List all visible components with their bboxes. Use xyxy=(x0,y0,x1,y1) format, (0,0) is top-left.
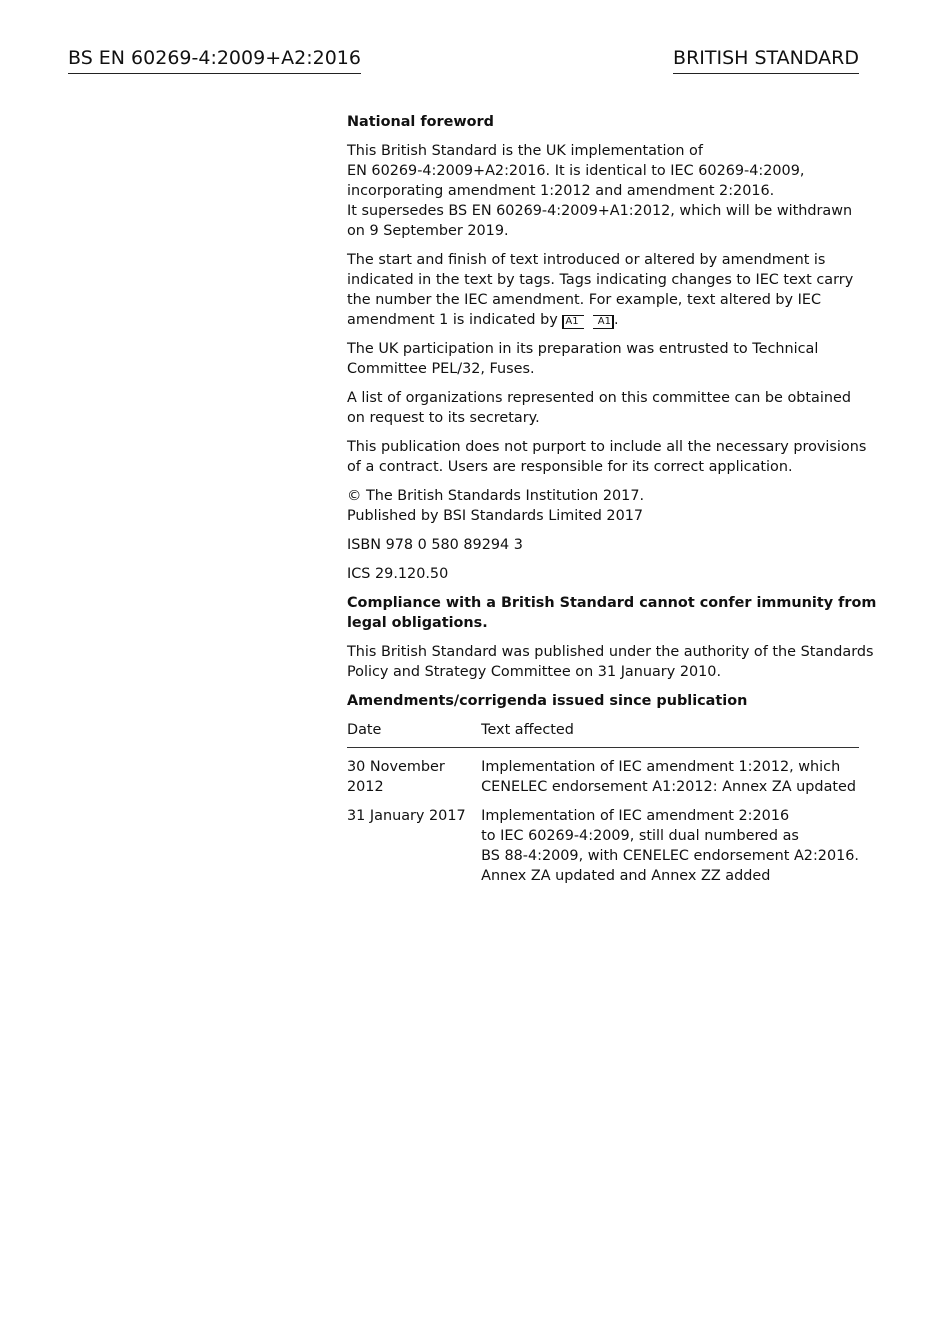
text-line: on 9 September 2019. xyxy=(347,223,509,239)
text-line: Committee PEL/32, Fuses. xyxy=(347,361,535,377)
copyright-notice xyxy=(347,486,859,526)
text-line: © The British Standards Institution 2017. xyxy=(347,488,645,504)
text-line: of a contract. Users are responsible for its correct application. xyxy=(347,459,793,475)
tag-sentence-end: . xyxy=(613,312,619,328)
text-line: legal obligations. xyxy=(347,615,488,631)
header-series-title: BRITISH STANDARD xyxy=(673,45,859,74)
table-row xyxy=(347,797,859,886)
publication-authority xyxy=(347,642,874,682)
text-line: The start and finish of text introduced or altered by amendment is xyxy=(347,252,826,268)
foreword-title: National foreword xyxy=(347,114,494,130)
text-line: EN 60269-4:2009+A2:2016. It is identical to IEC 60269-4:2009, xyxy=(347,163,805,179)
amendment-date: 31 January 2017 xyxy=(347,808,466,824)
text-line: Implementation of IEC amendment 2:2016 xyxy=(481,808,790,824)
foreword-paragraph-implementation xyxy=(347,141,859,241)
amendment-date: 30 November 2012 xyxy=(347,759,445,795)
text-line: on request to its secretary. xyxy=(347,410,540,426)
text-line: This British Standard is the UK implementation of xyxy=(347,143,703,159)
foreword-paragraph-committee-list xyxy=(347,388,859,428)
tag-intro-text: amendment 1 is indicated by xyxy=(347,312,558,328)
national-foreword xyxy=(347,112,877,886)
text-line: Annex ZA updated and Annex ZZ added xyxy=(481,868,771,884)
text-line: Policy and Strategy Committee on 31 January 2010. xyxy=(347,664,722,680)
column-header-date: Date xyxy=(347,720,481,748)
text-line: A list of organizations represented on this committee can be obtained xyxy=(347,390,851,406)
isbn: ISBN 978 0 580 89294 3 xyxy=(347,537,523,553)
text-line: Implementation of IEC amendment 1:2012, which xyxy=(481,759,841,775)
table-header-row xyxy=(347,720,859,748)
text-line: The UK participation in its preparation was entrusted to Technical xyxy=(347,341,819,357)
text-line: incorporating amendment 1:2012 and amendment 2:2016. xyxy=(347,183,775,199)
text-line: to IEC 60269-4:2009, still dual numbered as xyxy=(481,828,799,844)
text-line: Published by BSI Standards Limited 2017 xyxy=(347,508,644,524)
text-line: BS 88-4:2009, with CENELEC endorsement A2:2016. xyxy=(481,848,859,864)
foreword-paragraph-disclaimer xyxy=(347,437,867,477)
text-line xyxy=(347,310,859,330)
amendments-title: Amendments/corrigenda issued since publication xyxy=(347,693,748,709)
compliance-statement xyxy=(347,593,877,633)
amendment-text-affected xyxy=(481,797,859,886)
ics-code: ICS 29.120.50 xyxy=(347,566,449,582)
text-line: CENELEC endorsement A1:2012: Annex ZA updated xyxy=(481,779,857,795)
text-line: Compliance with a British Standard cannot confer immunity from xyxy=(347,595,877,611)
amendment-start-tag-icon: A1 xyxy=(562,315,583,329)
text-line: This British Standard was published under the authority of the Standards xyxy=(347,644,874,660)
foreword-paragraph-tags xyxy=(347,250,859,330)
text-line: indicated in the text by tags. Tags indicating changes to IEC text carry xyxy=(347,272,854,288)
table-row xyxy=(347,748,859,798)
header-document-id: BS EN 60269-4:2009+A2:2016 xyxy=(68,45,361,74)
text-line: This publication does not purport to include all the necessary provisions xyxy=(347,439,867,455)
column-header-text-affected: Text affected xyxy=(481,720,859,748)
amendment-text-affected xyxy=(481,748,859,798)
text-line: the number the IEC amendment. For example, text altered by IEC xyxy=(347,292,822,308)
foreword-paragraph-participation xyxy=(347,339,859,379)
amendment-end-tag-icon: A1 xyxy=(593,315,614,329)
amendments-table xyxy=(347,720,859,886)
text-line: It supersedes BS EN 60269-4:2009+A1:2012, which will be withdrawn xyxy=(347,203,853,219)
